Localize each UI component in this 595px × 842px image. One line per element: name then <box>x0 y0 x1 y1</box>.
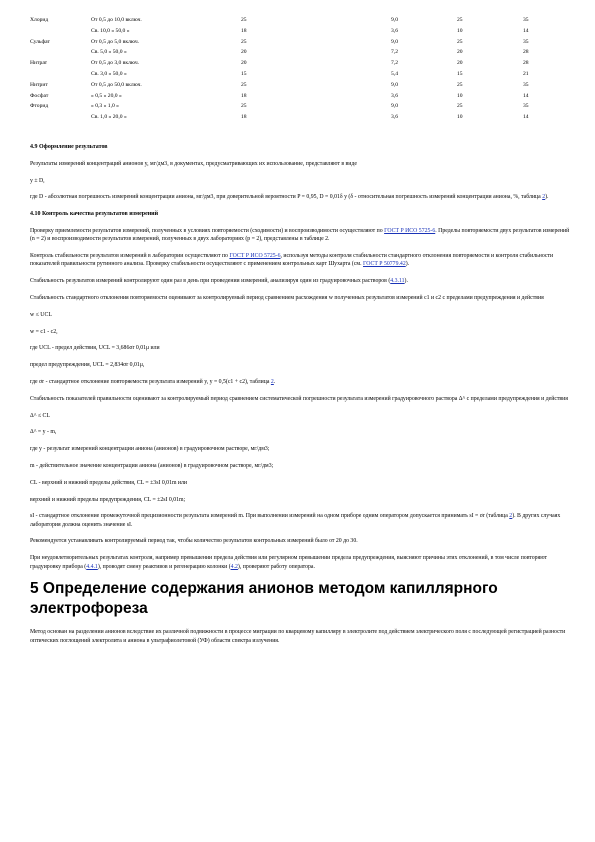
table-cell: 3,6 <box>391 114 398 121</box>
table-cell: 10 <box>457 92 463 99</box>
table-cell: 9,0 <box>391 17 398 23</box>
table-cell: 20 <box>241 60 247 67</box>
formula: y ± D, <box>30 177 45 184</box>
table-row <box>30 82 563 93</box>
table-cell: Нитрит <box>30 81 48 88</box>
table-cell: » 0,3 » 1,0 » <box>91 103 119 110</box>
table-cell: 20 <box>241 49 247 56</box>
section-4-3-11-link[interactable]: 4.3.11 <box>390 278 405 285</box>
formula: w ≤ UCL <box>30 311 52 318</box>
table-cell: Св. 5,0 » 50,0 » <box>91 49 127 56</box>
table-cell <box>30 71 91 82</box>
paragraph: sI - стандартное отклонение промежуточной прецизионности результата измерений m. При выполнении измерений на одном приборе одним оператором допускается принимать sI = σr (таблица 2). В других случаях лаборатория должна оценить значение sI. <box>30 513 561 528</box>
paragraph: Контроль стабильности результатов измерений в лаборатории осуществляют по ГОСТ Р ИСО 5725-6, используя методы контроля стабильности стандартного отклонения повторяемости и контроля стабильности показателей правильности рутинного анализа. Проверку стабильности осуществляют с применением контрольных карт Шухарта (см. ГОСТ Р 50779.42). <box>30 253 554 268</box>
table-cell: От 0,5 до 5,0 включ. <box>91 38 140 45</box>
table-2-link[interactable]: 2 <box>509 513 513 520</box>
table-cell: 9,0 <box>391 38 398 45</box>
table-cell: 14 <box>523 114 529 121</box>
table-row <box>30 60 563 71</box>
section-4-2-link[interactable]: 4.2 <box>230 563 238 570</box>
table-cell: 28 <box>523 60 529 67</box>
table-row <box>30 49 563 60</box>
table-cell: Фторид <box>30 103 49 110</box>
table-row <box>30 17 563 28</box>
section-4-4-1-link[interactable]: 4.4.1 <box>86 563 98 570</box>
table-cell: 18 <box>241 92 247 99</box>
table-2-link[interactable]: 2 <box>270 378 274 385</box>
table-row <box>30 103 563 114</box>
table-row <box>30 114 563 125</box>
formula: w = c1 - c2, <box>30 328 58 335</box>
table-row <box>30 71 563 82</box>
limits-table <box>30 17 563 125</box>
formula: Δ^ ≤ CL <box>30 412 50 419</box>
table-row <box>30 39 563 50</box>
table-cell: Св. 1,0 » 20,0 » <box>91 114 127 121</box>
section-5-heading: 5 Определение содержания анионов методом капиллярного электрофореза <box>30 580 498 618</box>
table-cell: 25 <box>241 38 247 45</box>
table-cell: 3,6 <box>391 92 398 99</box>
table-cell: 15 <box>241 70 247 77</box>
document-body <box>30 143 570 653</box>
table-row <box>30 28 563 39</box>
paragraph: Проверку приемлемости результатов измерений, полученных в условиях повторяемости (сходимости) и воспроизводимости осуществляют по ГОСТ Р ИСО 5725-6. Пределы повторяемости двух результатов измерений (n = 2) и воспроизводимости результатов измерений, полученных в двух лабораториях (p = 2), представлены в таблице 2. <box>30 227 570 243</box>
table-2-link[interactable]: 2 <box>542 194 546 201</box>
table-cell: 7,2 <box>391 49 398 56</box>
table-cell: Сульфат <box>30 38 50 45</box>
table-cell: 18 <box>241 114 247 121</box>
table-cell: 25 <box>457 17 463 23</box>
table-cell: 14 <box>523 27 529 34</box>
paragraph: где D - абсолютная погрешность измерений концентрации аниона, мг/дм3, при доверительной вероятности P = 0,95, D = 0,01δ y (δ - относительная погрешность измерений концентрации аниона, %, таблица 2). <box>30 194 549 201</box>
table-cell: 35 <box>523 17 529 23</box>
table-cell: Хлорид <box>30 17 49 23</box>
table-cell: 7,2 <box>391 60 398 67</box>
table-cell: 28 <box>523 49 529 56</box>
section-4-9-heading: 4.9 Оформление результатов <box>30 144 108 150</box>
paragraph: где UCL - предел действия, UCL = 3,686σr 0,01μ или <box>30 345 160 352</box>
paragraph: предел предупреждения, UCL = 2,834σr 0,01μ, <box>30 362 145 369</box>
paragraph: Стабильность стандартного отклонения повторяемости оценивают за контролируемый период сравнением расхождения w полученных результатов измерений c1 и c2 с пределами предупреждения и действия <box>30 294 544 301</box>
paragraph: Метод основан на разделении анионов вследствие их различной подвижности в процессе миграции по кварцевому капилляру в электролите под действием электрического поля с последующей регистрацией разности оптических поглощений электролита и аниона в ультрафиолетовой (УФ) области спектра излучения. <box>30 629 566 644</box>
paragraph: верхний и нижний пределы предупреждения, CL = ±2sI 0,01m; <box>30 496 186 503</box>
table-cell: 9,0 <box>391 103 398 110</box>
table-cell: 25 <box>457 81 463 88</box>
paragraph: Стабильность результатов измерений контролируют один раз в день при проведении измерений, анализируя один из градуировочных растворов (4.3.11). <box>30 278 408 285</box>
gost-50779-42-link[interactable]: ГОСТ Р 50779.42 <box>362 261 406 268</box>
table-cell: 35 <box>523 81 529 88</box>
table-cell: 5,4 <box>391 70 398 77</box>
table-cell: 3,6 <box>391 27 398 34</box>
table-cell <box>30 49 91 60</box>
formula: Δ^ = y - m, <box>30 429 57 436</box>
table-cell: » 0,5 » 20,0 » <box>91 92 122 99</box>
table-row <box>30 93 563 104</box>
table-cell: От 0,5 до 50,0 включ. <box>91 81 142 88</box>
table-cell: 20 <box>457 49 463 56</box>
paragraph: Стабильность показателей правильности оценивают за контролируемый период сравнением систематической погрешности результата измерений градуировочного раствора Δ^ с пределами предупреждения и действия <box>30 395 568 402</box>
paragraph: Результаты измерений концентраций анионов y, мг/дм3, в документах, предусматривающих их использование, представляют в виде <box>30 160 357 167</box>
table-cell: 18 <box>241 27 247 34</box>
table-cell: 9,0 <box>391 81 398 88</box>
table-cell: 10 <box>457 114 463 121</box>
table-cell: 25 <box>241 17 247 23</box>
table-cell: 21 <box>523 70 529 77</box>
table-cell: 10 <box>457 27 463 34</box>
table-cell: Св. 10,0 » 50,0 » <box>91 27 130 34</box>
table-cell: 25 <box>457 103 463 110</box>
gost-5725-6-link[interactable]: ГОСТ Р ИСО 5725-6 <box>229 253 281 260</box>
table-cell: Нитрат <box>30 60 48 67</box>
table-cell: 25 <box>241 81 247 88</box>
section-4-10-heading: 4.10 Контроль качества результатов измерений <box>30 211 159 218</box>
table-cell: От 0,5 до 10,0 включ. <box>91 17 142 23</box>
table-cell: 15 <box>457 70 463 77</box>
table-cell: От 0,5 до 3,0 включ. <box>91 60 140 67</box>
table-cell: Фосфат <box>30 92 49 99</box>
table-cell: 35 <box>523 38 529 45</box>
gost-5725-6-link[interactable]: ГОСТ Р ИСО 5725-6 <box>384 227 436 234</box>
table-cell: 20 <box>457 60 463 67</box>
paragraph: При неудовлетворительных результатах контроля, например превышении предела действия или регулярном превышении предела предупреждения, выясняют причины этих отклонений, в том числе повторяют градуировку прибора (4.4.1), проводят смену реактивов и регенерацию колонки (4.2), проверяют работу оператора. <box>30 555 547 570</box>
paragraph: CL - верхний и нижний пределы действия, CL = ±3sI 0,01m или <box>30 479 188 486</box>
paragraph: m - действительное значение концентрации аниона (анионов) в градуировочном растворе, мг/дм3; <box>30 462 274 469</box>
paragraph: где y - результат измерений концентрации аниона (анионов) в градуировочном растворе, мг/дм3; <box>30 446 270 453</box>
table-cell: 25 <box>457 38 463 45</box>
table-cell: Св. 3,0 » 50,0 » <box>91 70 127 77</box>
paragraph: где σr - стандартное отклонение повторяемости результата измерений y, y = 0,5(c1 + c2), таблица 2. <box>30 378 276 385</box>
paragraph: Рекомендуется устанавливать контролируемый период так, чтобы количество результатов контрольных измерений было от 20 до 30. <box>30 538 358 545</box>
table-cell: 25 <box>241 103 247 110</box>
table-cell: 14 <box>523 92 529 99</box>
table-cell <box>30 114 91 125</box>
table-cell <box>30 28 91 39</box>
table-cell: 35 <box>523 103 529 110</box>
